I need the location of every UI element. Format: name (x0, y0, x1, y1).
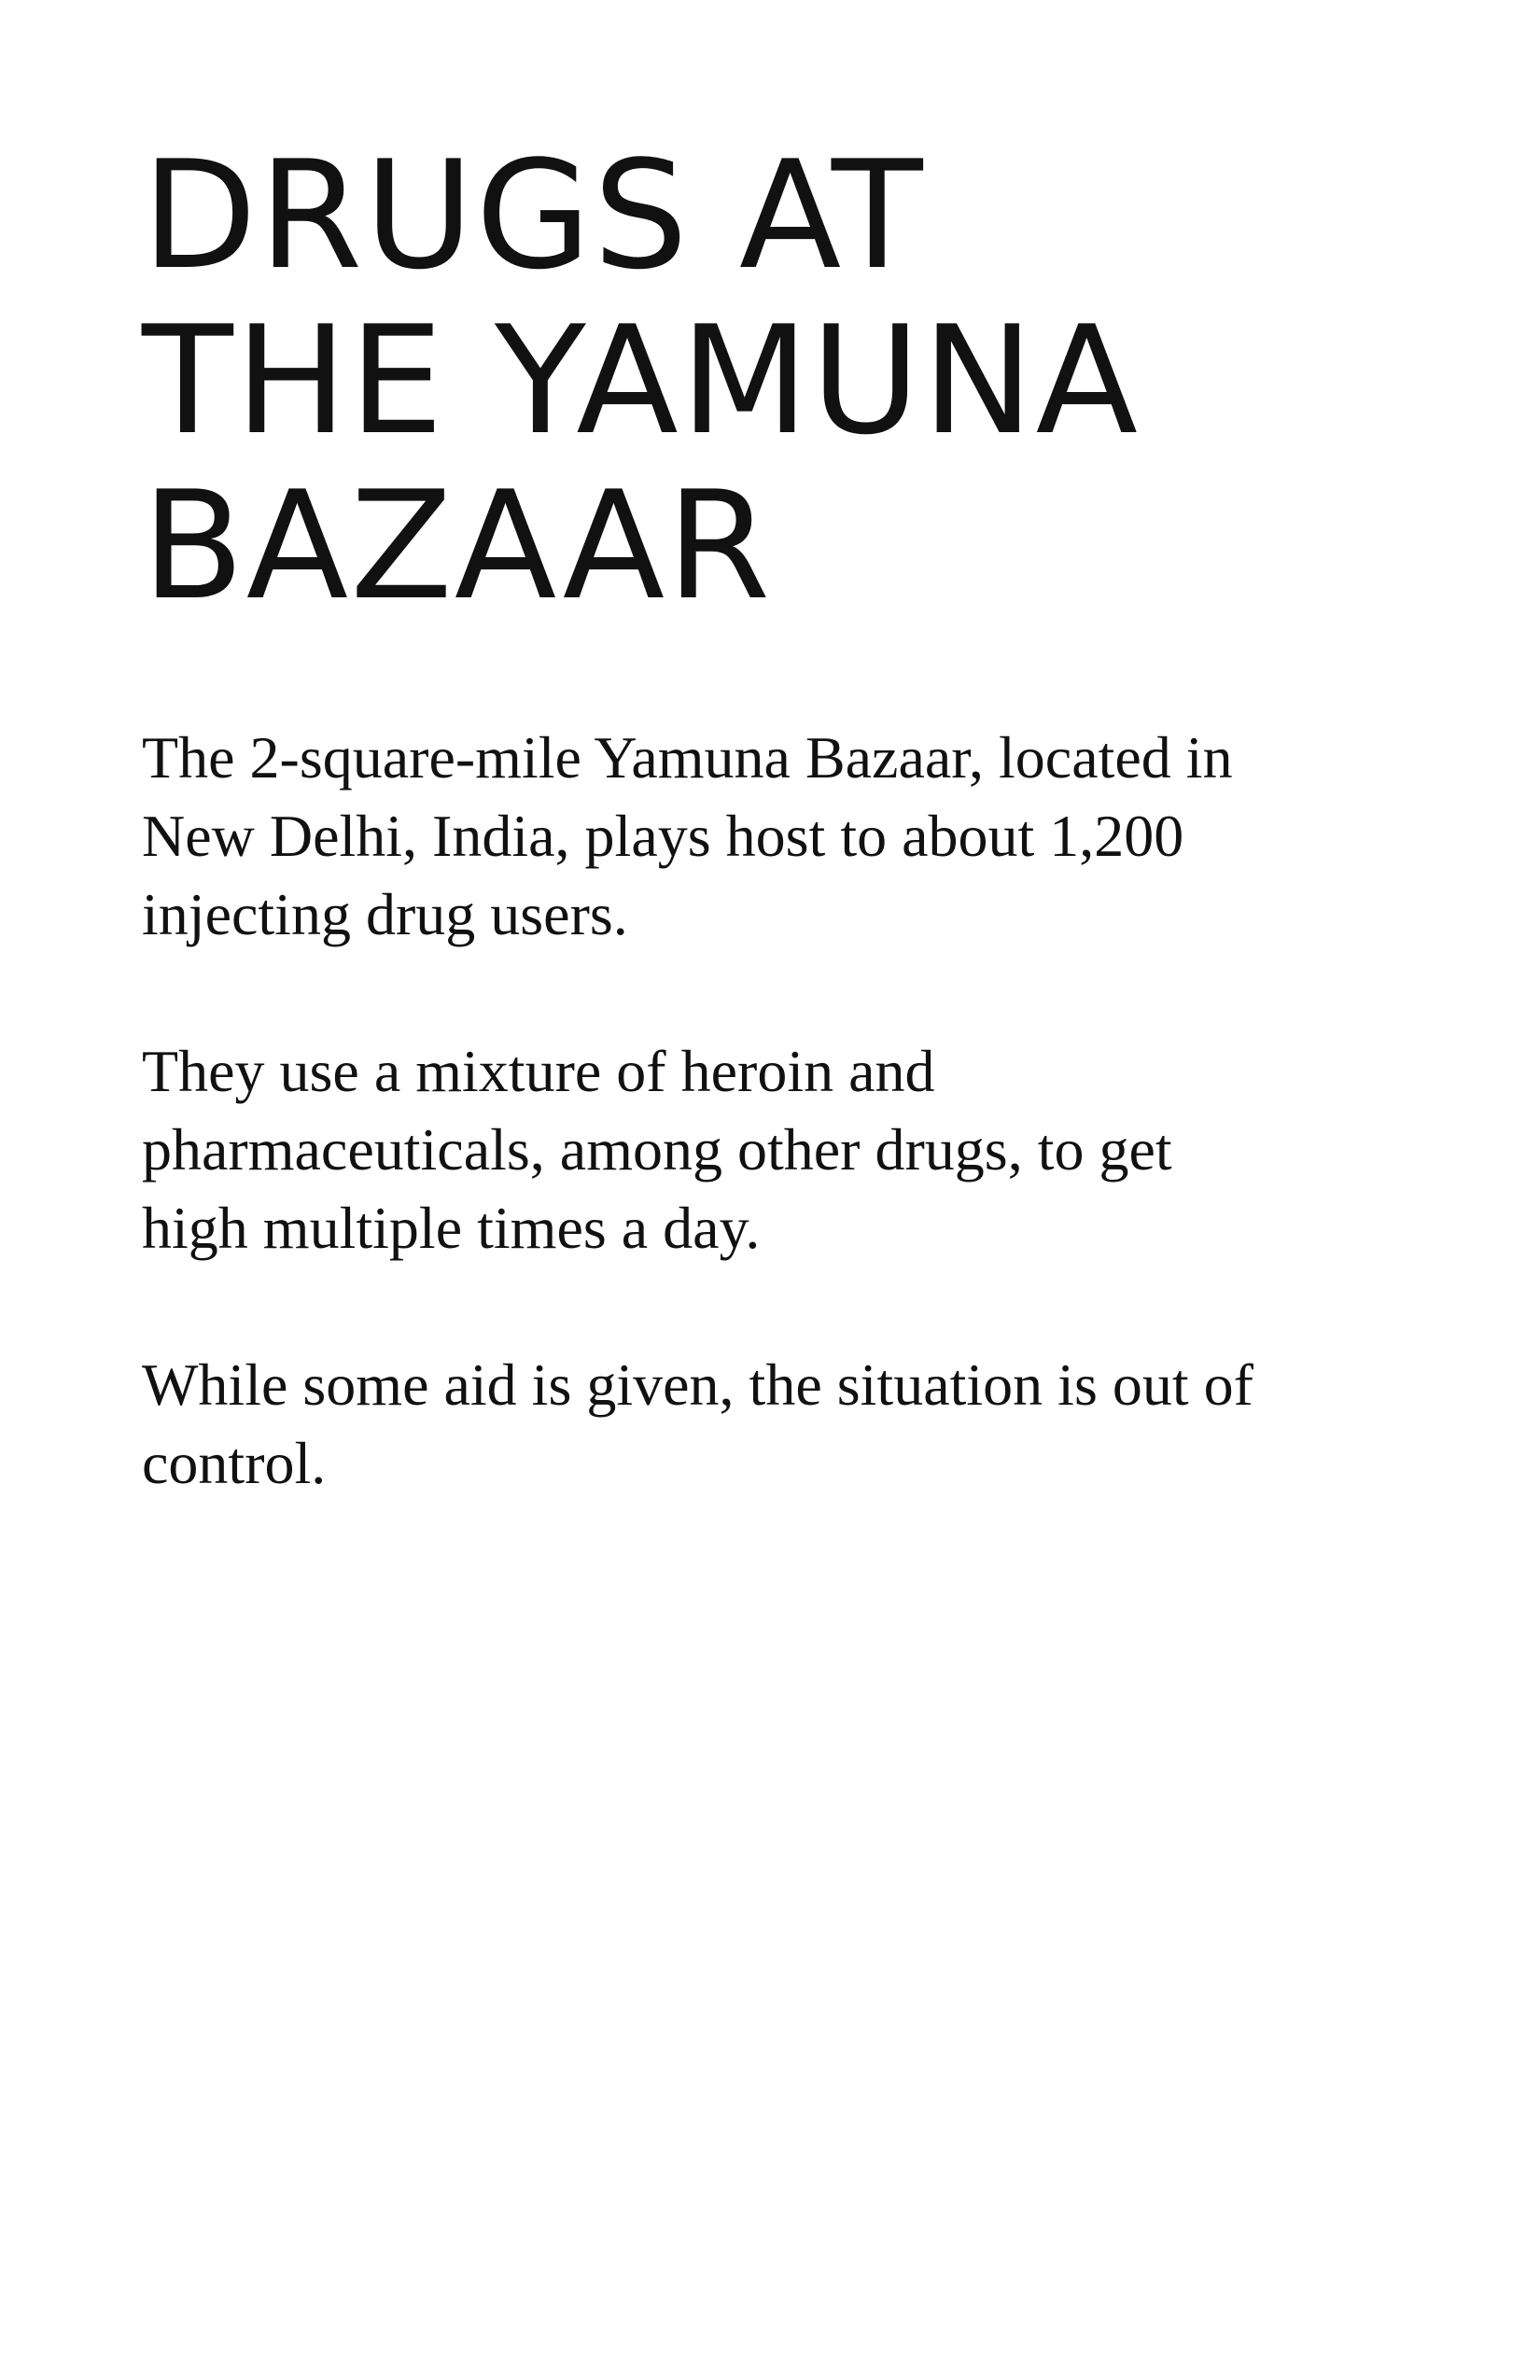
title-line: BAZAAR (142, 458, 773, 633)
paragraph-intro (142, 719, 1411, 954)
paragraph-drug-use (142, 1032, 1411, 1267)
text-line: pharmaceuticals, among other drugs, to get (142, 1116, 1172, 1183)
text-line: control. (142, 1430, 327, 1496)
body-text (142, 719, 1411, 1581)
text-line: high multiple times a day. (142, 1195, 761, 1261)
title-line: THE YAMUNA (142, 293, 1141, 468)
text-line: They use a mixture of heroin and (142, 1038, 935, 1104)
paragraph-aid (142, 1346, 1411, 1503)
title-line: DRUGS AT (142, 128, 925, 302)
text-line: While some aid is given, the situation is out of (142, 1351, 1253, 1418)
text-line: New Delhi, India, plays host to about 1,200 (142, 803, 1184, 869)
text-line: injecting drug users. (142, 881, 628, 947)
text-line: The 2-square-mile Yamuna Bazaar, located in (142, 724, 1233, 791)
page-title (142, 128, 1467, 633)
